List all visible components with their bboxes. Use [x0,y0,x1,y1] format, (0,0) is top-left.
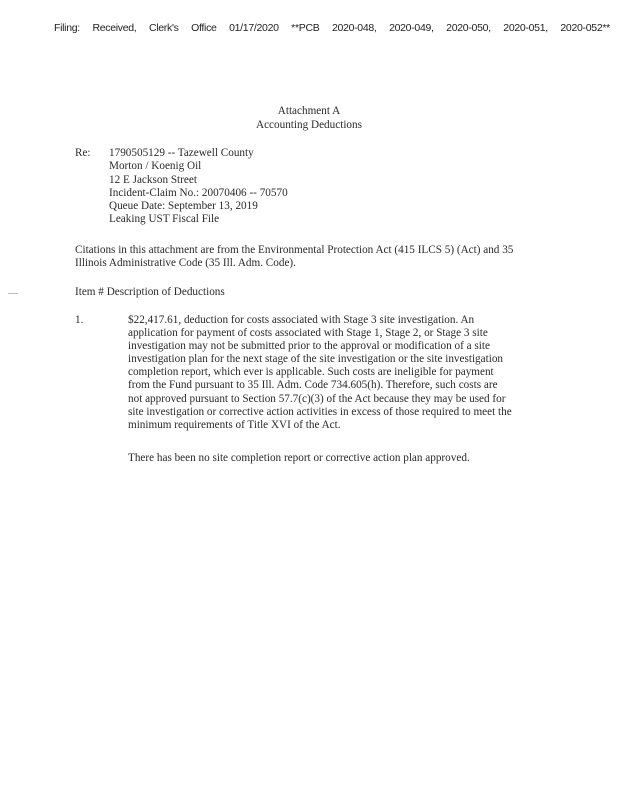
description-line: completion report, which ever is applicable. Such costs are ineligible for payment [128,366,494,379]
heading-subtitle: Accounting Deductions [256,119,362,131]
item-number: 1. [75,314,84,326]
document-heading [0,104,618,132]
item-note: There has been no site completion report or corrective action plan approved. [128,452,470,464]
description-line: investigation may not be submitted prior to the approval or modification of a site [128,340,490,353]
citations-paragraph: Citations in this attachment are from the Environmental Protection Act (415 ILCS 5) (Act) and 35 Illinois Administrative Code (35 Ill. Adm. Code). [75,244,514,270]
reference-line: 1790505129 -- Tazewell County [109,147,254,159]
heading-title: Attachment A [277,105,341,117]
stamp-case-number: 2020-050, [446,22,491,34]
reference-line: Morton / Koenig Oil [109,160,202,173]
stamp-case-number: 2020-052** [560,22,610,34]
stamp-word: Received, [92,22,137,34]
reference-lines [109,147,288,227]
reference-line: Queue Date: September 13, 2019 [109,200,258,213]
reference-line: Leaking UST Fiscal File [109,213,220,226]
description-line: minimum requirements of Title XVI of the Act. [128,418,341,431]
stamp-case-number: 2020-051, [503,22,548,34]
scan-mark [8,293,18,294]
stamp-word: Office [191,22,217,34]
filing-stamp [54,22,610,34]
stamp-word: Clerk's [148,22,179,34]
stamp-case-number: 2020-048, [331,22,377,34]
stamp-case-number: 2020-049, [389,22,434,34]
item-table-header: Item # Description of Deductions [75,286,225,298]
description-line: not approved pursuant to Section 57.7(c)(3) of the Act because they may be used for [128,392,506,405]
description-line: investigation plan for the next stage of the site investigation or the site investigation [128,353,504,366]
description-line: from the Fund pursuant to 35 Ill. Adm. Code 734.605(h). Therefore, such costs are [128,379,498,392]
reference-line: 12 E Jackson Street [109,173,197,186]
stamp-date: 01/17/2020 [229,22,279,34]
stamp-word: Filing: [54,22,80,34]
description-line: site investigation or corrective action activities in excess of those required to meet the [128,405,512,418]
reference-line: Incident-Claim No.: 20070406 -- 70570 [109,186,288,199]
description-line: $22,417.61, deduction for costs associated with Stage 3 site investigation. An [128,314,475,326]
description-line: application for payment of costs associated with Stage 1, Stage 2, or Stage 3 site [128,327,488,340]
re-label: Re: [75,147,91,159]
item-description [128,314,548,432]
stamp-word: **PCB [291,22,320,34]
